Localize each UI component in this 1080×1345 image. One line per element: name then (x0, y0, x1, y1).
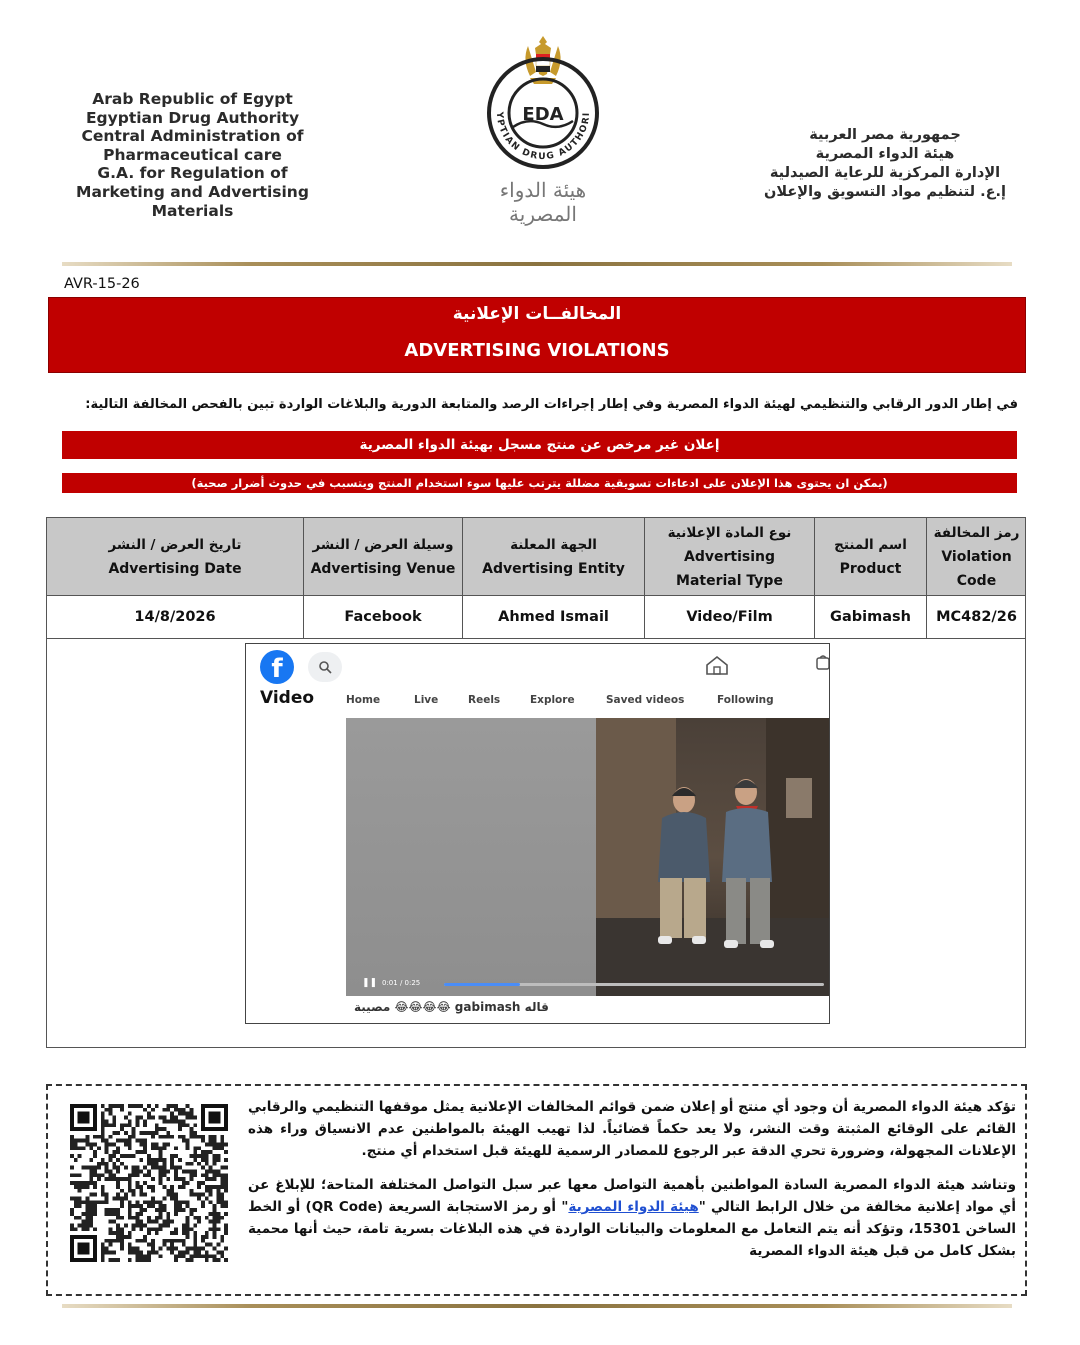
svg-text:EGYPTIAN DRUG AUTHORITY: YPTIAN DRUG AUTHORI (493, 111, 593, 163)
notice-paragraph-1: تؤكد هيئة الدواء المصرية أن وجود أي منتج أو إعلان ضمن قوائم المخالفات الإعلانية يمثل موقفها التنظيمي والرقابي القائم على الوقائع المثبتة وقت النشر، ولا يعد حكماً قضائياً. لذا تهيب الهيئة بالمواطنين عدم الانسياق وراء هذه الإعلانات المجهولة، وضرورة تحري الدقة عبر الرجوع للمصادر الرسمية للهيئة قبل استخدام أي منتج. (248, 1099, 1016, 1159)
caption-name: gabimash (454, 1000, 521, 1014)
video-time: 0:01 / 0:25 (382, 979, 421, 987)
header-product: اسم المنتج Product (814, 518, 926, 595)
evidence-screenshot (245, 643, 830, 1024)
notice-text (248, 1096, 1016, 1274)
warning-bar: (يمكن ان يحتوى هذا الإعلان على ادعاءات تسويقية مضللة يترتب عليها سوء استخدام المنتج ويتسبب في حدوث أضرار صحية) (62, 473, 1017, 493)
nav-following[interactable]: Following (717, 694, 774, 706)
header-ar-line: جمهورية مصر العربية (809, 127, 961, 143)
cell-venue: Facebook (303, 596, 462, 638)
video-blank-area (346, 718, 596, 996)
store-icon[interactable] (816, 654, 830, 670)
pause-icon[interactable]: ❚❚ (362, 978, 378, 988)
video-player[interactable] (346, 718, 830, 996)
video-progress (444, 983, 520, 986)
facebook-logo-icon: f (260, 650, 294, 684)
nav-live[interactable]: Live (414, 694, 439, 706)
banner-title-en: ADVERTISING VIOLATIONS (404, 340, 670, 361)
cell-product: Gabimash (814, 596, 926, 638)
header-ar-line: الإدارة المركزية للرعاية الصيدلية (769, 165, 1001, 181)
header-ar-line: إ.ع. لتنظيم مواد التسويق والإعلان (763, 184, 1007, 200)
header-divider (62, 262, 1012, 266)
header-en-line: Materials (151, 201, 234, 220)
eda-arabic-name: هيئة الدواء المصرية (499, 178, 587, 226)
header-date: تاريخ العرض / النشر Advertising Date (108, 536, 242, 577)
header-en-line: G.A. for Regulation of (97, 164, 288, 183)
nav-explore[interactable]: Explore (530, 694, 575, 706)
search-button[interactable] (308, 652, 342, 682)
header-en-line: Egyptian Drug Authority (85, 108, 300, 127)
video-controls (346, 974, 830, 994)
reference-code: AVR-15-26 (64, 276, 140, 292)
notice-paragraph-2: وتناشد هيئة الدواء المصرية السادة المواطنين بأهمية التواصل معها عبر سبل التواصل المختلفة المتاحة؛ للإبلاغ عن أي مواد إعلانية مخالفة من خلال الرابط التالي "هيئة الدواء المصرية" أو رمز الاستجابة السريعة (QR Code) أو الخط الساخن 15301، وتؤكد أنه يتم التعامل مع المعلومات والبيانات الواردة في هذه البلاغات بسرية تامة، حيث أنها محمية بشكل كامل من قبل هيئة الدواء المصرية (248, 1177, 1017, 1259)
header-code: رمز المخالفة Violation Code (926, 518, 1026, 595)
nav-reels[interactable]: Reels (468, 694, 501, 706)
search-icon (318, 660, 332, 674)
nav-home[interactable]: Home (346, 694, 381, 706)
video-still-image (596, 718, 830, 996)
video-caption (354, 1000, 644, 1014)
banner-title-ar: المخالفــات الإعلانية (452, 304, 622, 324)
footer-divider (62, 1304, 1012, 1308)
nav-saved-videos[interactable]: Saved videos (606, 694, 685, 706)
cell-material-type: Video/Film (644, 596, 814, 638)
header-english-block (60, 90, 325, 220)
header-venue: وسيلة العرض / النشر Advertising Venue (303, 518, 462, 595)
eda-logo (468, 28, 618, 226)
title-banner (48, 297, 1026, 373)
violation-bar: إعلان غير مرخص عن منتج مسجل بهيئة الدواء المصرية (62, 431, 1017, 459)
qr-code-icon[interactable] (70, 1104, 228, 1262)
cell-entity: Ahmed Ismail (462, 596, 644, 638)
caption-suffix: مصيبة (354, 1000, 391, 1014)
header-entity: الجهة المعلنة Advertising Entity (462, 518, 644, 595)
intro-text: في إطار الدور الرقابي والتنظيمي لهيئة الدواء المصرية وفي إطار إجراءات الرصد والمتابعة الدورية والبلاغات الواردة تبين بالفحص المخالفة التالية: (85, 397, 1018, 412)
caption-emoji: 😂😂😂😂 (394, 1000, 451, 1014)
notice-box (46, 1084, 1027, 1296)
violation-table (46, 517, 1026, 1048)
eda-abbr: EDA (522, 104, 564, 125)
cell-code: MC482/26 (926, 596, 1026, 638)
header-en-line: Arab Republic of Egypt (92, 90, 293, 108)
home-icon[interactable] (704, 654, 730, 676)
header-material-type: نوع المادة الإعلانية Advertising Material Type (644, 518, 814, 595)
header-ar-line: هيئة الدواء المصرية (815, 146, 955, 162)
cell-date: 14/8/2026 (134, 609, 216, 625)
header-arabic-block (740, 126, 1030, 202)
video-frame (596, 718, 830, 996)
video-page-title: Video (260, 688, 315, 708)
header-en-line: Pharmaceutical care (103, 145, 282, 164)
header-en-line: Marketing and Advertising (76, 182, 309, 201)
caption-prefix: قاله (524, 1000, 549, 1014)
eda-report-link[interactable]: هيئة الدواء المصرية (568, 1199, 699, 1215)
table-header-row (47, 518, 1025, 596)
table-row (47, 596, 1025, 639)
header-en-line: Central Administration of (81, 127, 304, 146)
